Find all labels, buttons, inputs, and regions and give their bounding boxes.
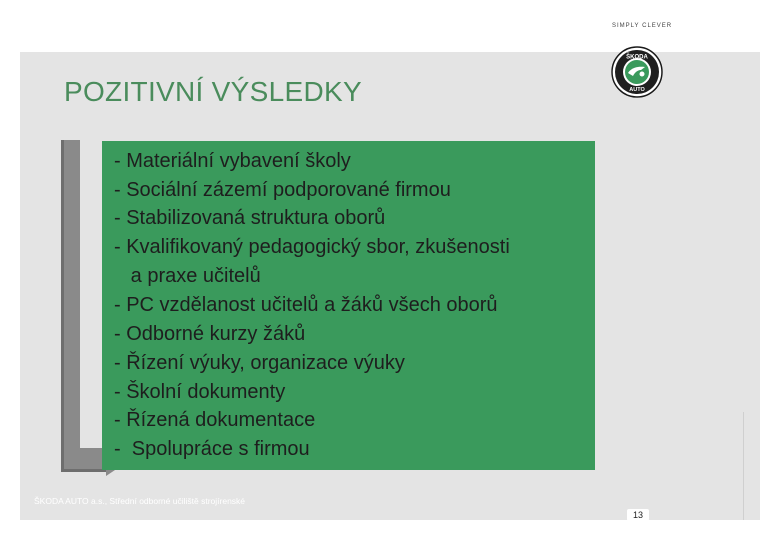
logo-top-text: ŠKODA [626,54,648,61]
skoda-logo-icon [611,46,663,98]
result-item: - Kvalifikovaný pedagogický sbor, zkušenosti [114,236,510,258]
result-item: - Sociální zázemí podporované firmou [114,179,451,201]
page-number: 13 [627,509,649,521]
divider-line [743,412,744,520]
brand-slogan: SIMPLY CLEVER [612,23,673,29]
result-item: - PC vzdělanost učitelů a žáků všech oborů [114,294,498,316]
result-item: - Odborné kurzy žáků [114,323,306,345]
result-item: - Řízená dokumentace [114,409,316,431]
result-item: - Stabilizovaná struktura oborů [114,207,386,229]
result-item: - Materiální vybavení školy [114,150,351,172]
logo-bottom-text: AUTO [629,87,645,93]
result-item: - Školní dokumenty [114,381,286,403]
result-item-continuation: a praxe učitelů [114,265,261,287]
slide-title: POZITIVNÍ VÝSLEDKY [64,76,362,107]
result-item: - Řízení výuky, organizace výuky [114,352,405,374]
footer-text: ŠKODA AUTO a.s., Střední odborné učiliště strojírenské [34,496,246,506]
result-item: - Spolupráce s firmou [114,438,310,460]
